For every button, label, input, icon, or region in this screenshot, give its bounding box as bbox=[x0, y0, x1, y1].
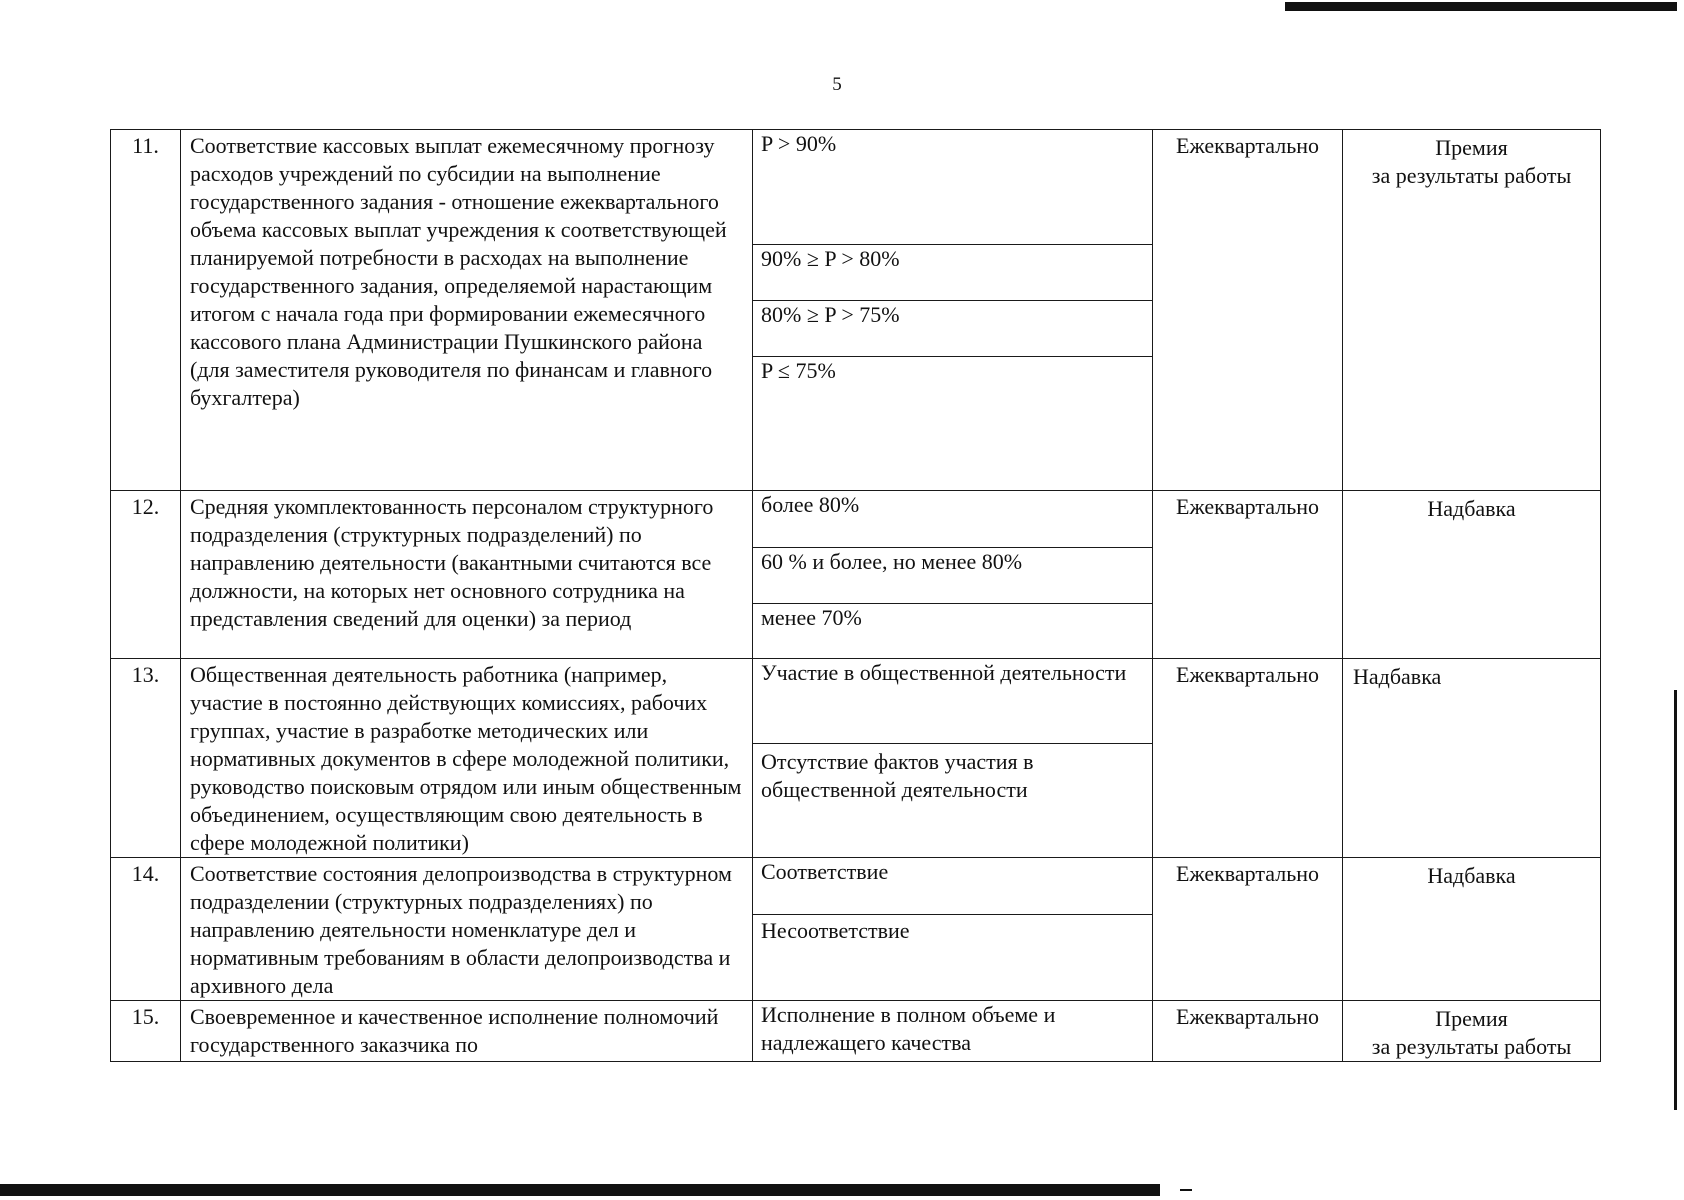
criteria-item: 60 % и более, но менее 80% bbox=[753, 547, 1152, 603]
criteria-item: более 80% bbox=[761, 492, 860, 517]
table-row bbox=[111, 491, 1601, 659]
scan-edge-top bbox=[1285, 2, 1677, 11]
period-cell: Ежеквартально bbox=[1153, 659, 1343, 858]
criteria-item: 90% ≥ P > 80% bbox=[753, 244, 1152, 300]
payment-cell bbox=[1343, 1001, 1601, 1062]
page-number: 5 bbox=[832, 74, 842, 95]
payment-cell: Надбавка bbox=[1343, 491, 1601, 659]
row-description: Средняя укомплектованность персоналом структурного подразделения (структурных подразделений) по направлению деятельности (вакантными считаются все должности, на которых нет основного сотрудника на представления сведений для оценки) за период bbox=[181, 491, 753, 659]
scan-edge-right bbox=[1674, 690, 1677, 1110]
criteria-item: Несоответствие bbox=[753, 914, 1152, 995]
row-number: 12. bbox=[111, 491, 181, 659]
criteria-item: 80% ≥ P > 75% bbox=[753, 300, 1152, 356]
criteria-cell bbox=[753, 1001, 1153, 1062]
criteria-item: Отсутствие фактов участия в общественной деятельности bbox=[753, 743, 1152, 853]
period-cell: Ежеквартально bbox=[1153, 858, 1343, 1001]
payment-cell: Надбавка bbox=[1343, 659, 1601, 858]
period-cell: Ежеквартально bbox=[1153, 130, 1343, 491]
row-number: 15. bbox=[111, 1001, 181, 1062]
criteria-item: P > 90% bbox=[761, 131, 837, 156]
criteria-item: Участие в общественной деятельности bbox=[761, 660, 1127, 685]
row-description: Своевременное и качественное исполнение полномочий государственного заказчика по bbox=[181, 1001, 753, 1062]
row-description: Общественная деятельность работника (например, участие в постоянно действующих комиссиях, рабочих группах, участие в разработке методических или нормативных документов в сфере молодежной политики, руководство поисковым отрядом или иным общественным объединением, осуществляющим свою деятельность в сфере молодежной политики) bbox=[181, 659, 753, 858]
row-number: 13. bbox=[111, 659, 181, 858]
criteria-item: менее 70% bbox=[753, 603, 1152, 657]
period-cell: Ежеквартально bbox=[1153, 1001, 1343, 1062]
criteria-table bbox=[110, 129, 1601, 1062]
row-number: 14. bbox=[111, 858, 181, 1001]
criteria-item: Соответствие bbox=[761, 859, 889, 884]
scan-mark bbox=[1180, 1189, 1192, 1191]
payment-line: Премия bbox=[1435, 135, 1508, 160]
table-row bbox=[111, 130, 1601, 491]
criteria-cell bbox=[753, 659, 1153, 858]
row-description: Соответствие состояния делопроизводства в структурном подразделении (структурных подразделениях) по направлению деятельности номенклатуре дел и нормативным требованиям в области делопроизводства и архивного дела bbox=[181, 858, 753, 1001]
row-description: Соответствие кассовых выплат ежемесячному прогнозу расходов учреждений по субсидии на выполнение государственного задания - отношение ежеквартального объема кассовых выплат учреждения к соответствующей планируемой потребности в расходах на выполнение государственного задания, определяемой нарастающим итогом с начала года при формировании ежемесячного кассового плана Администрации Пушкинского района (для заместителя руководителя по финансам и главного бухгалтера) bbox=[181, 130, 753, 491]
payment-line: за результаты работы bbox=[1371, 1034, 1572, 1059]
scan-edge-bottom bbox=[0, 1184, 1160, 1196]
payment-line: за результаты работы bbox=[1371, 163, 1572, 188]
payment-cell bbox=[1343, 130, 1601, 491]
criteria-item: Исполнение в полном объеме и надлежащего качества bbox=[761, 1002, 1056, 1055]
criteria-item: P ≤ 75% bbox=[753, 356, 1152, 489]
criteria-cell bbox=[753, 491, 1153, 659]
table-row bbox=[111, 858, 1601, 1001]
payment-line: Премия bbox=[1435, 1006, 1508, 1031]
criteria-cell bbox=[753, 858, 1153, 1001]
payment-cell: Надбавка bbox=[1343, 858, 1601, 1001]
table-row bbox=[111, 1001, 1601, 1062]
period-cell: Ежеквартально bbox=[1153, 491, 1343, 659]
table-row bbox=[111, 659, 1601, 858]
row-number: 11. bbox=[111, 130, 181, 491]
criteria-cell bbox=[753, 130, 1153, 491]
